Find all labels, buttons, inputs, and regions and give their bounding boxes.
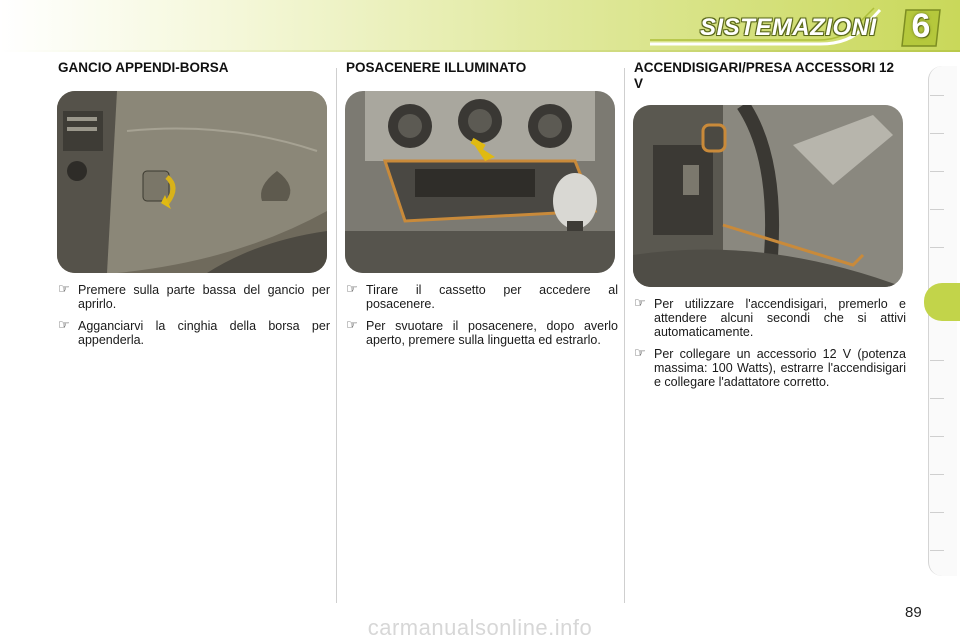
rail-tick (930, 171, 944, 172)
section-title: POSACENERE ILLUMINATO (346, 60, 527, 75)
pointing-hand-icon: ☞ (58, 281, 70, 296)
bullet-list (346, 283, 618, 355)
bullet-list (634, 297, 906, 397)
page-number: 89 (905, 604, 922, 621)
pointing-hand-icon: ☞ (634, 345, 646, 360)
cigarette-lighter-socket-photo (633, 105, 903, 287)
bullet-list (58, 283, 330, 355)
chapter-tab-active[interactable] (924, 283, 960, 321)
rail-tick (930, 474, 944, 475)
section-cigarette-lighter (634, 60, 906, 92)
list-item: ☞ Per svuotare il posacenere, dopo averlo aperto, premere sulla linguetta ed estrarlo. (346, 317, 618, 347)
pointing-hand-icon: ☞ (346, 281, 358, 296)
chapter-number: 6 (911, 7, 931, 45)
glovebox-bag-hook-photo (57, 91, 327, 273)
chapter-index-rail (928, 66, 957, 576)
header-underline (0, 50, 960, 52)
section-ashtray (346, 60, 618, 76)
rail-tick (930, 512, 944, 513)
section-title: ACCENDISIGARI/PRESA ACCESSORI 12 V (634, 60, 895, 91)
section-bag-hook (58, 60, 330, 76)
list-item: ☞ Tirare il cassetto per accedere al posacenere. (346, 281, 618, 311)
list-item: ☞ Per utilizzare l'accendisigari, premerlo e attendere alcuni secondi che si attivi automaticamente. (634, 295, 906, 339)
column-divider (624, 68, 625, 603)
rail-tick (930, 209, 944, 210)
rail-tick (930, 247, 944, 248)
column-divider (336, 68, 337, 603)
pointing-hand-icon: ☞ (634, 295, 646, 310)
list-item: ☞ Premere sulla parte bassa del gancio per aprirlo. (58, 281, 330, 311)
pointing-hand-icon: ☞ (346, 317, 358, 332)
rail-tick (930, 360, 944, 361)
pointing-hand-icon: ☞ (58, 317, 70, 332)
list-item: ☞ Agganciarvi la cinghia della borsa per appenderla. (58, 317, 330, 347)
rail-tick (930, 398, 944, 399)
rail-tick (930, 436, 944, 437)
list-item: ☞ Per collegare un accessorio 12 V (potenza massima: 100 Watts), estrarre l'accendisigari e collegare l'adattatore corretto. (634, 345, 906, 389)
section-title: GANCIO APPENDI-BORSA (58, 60, 229, 75)
ashtray-drawer-photo (345, 91, 615, 273)
chapter-title: SISTEMAZIONI (700, 14, 877, 41)
rail-tick (930, 95, 944, 96)
rail-tick (930, 133, 944, 134)
rail-tick (930, 550, 944, 551)
watermark: carmanualsonline.info (367, 615, 593, 640)
